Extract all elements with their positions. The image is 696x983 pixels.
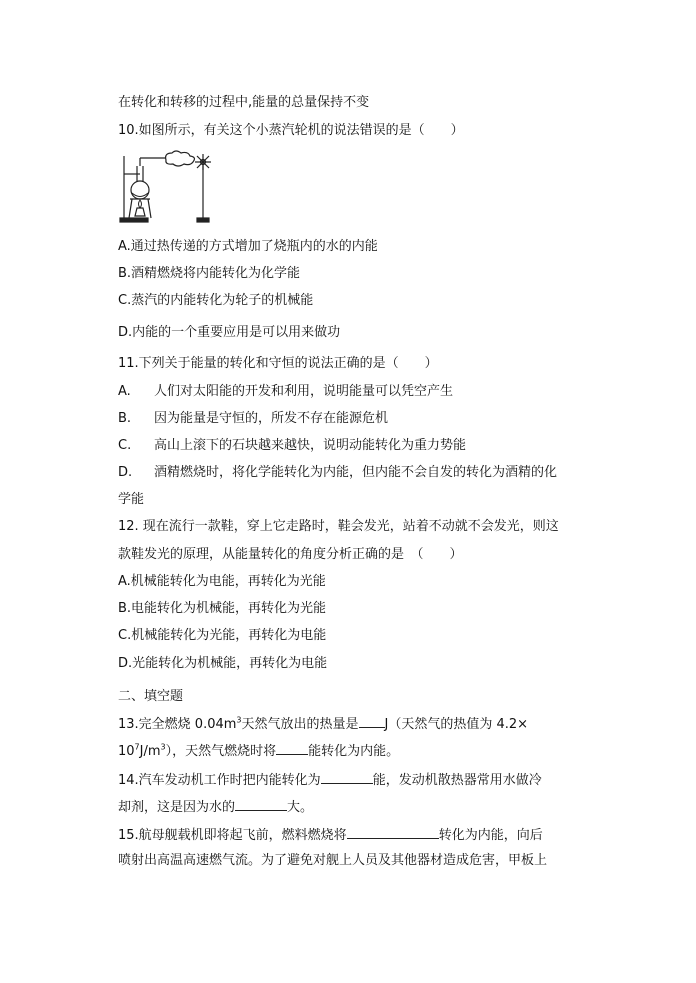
question-13-cont — [118, 742, 399, 760]
superscript: 3 — [160, 742, 166, 752]
q12-option-c: C.机械能转化为光能，再转化为电能 — [118, 628, 327, 643]
q14-text: 能，发动机散热器常用水做冷 — [372, 773, 542, 788]
q10-option-d: D.内能的一个重要应用是可以用来做功 — [118, 325, 341, 340]
q11-option-c — [118, 438, 466, 454]
q15-text: 15.航母舰载机即将起飞前，燃料燃烧将 — [118, 828, 347, 843]
q13-text: 10 — [118, 744, 135, 759]
q13-text: J（天然气的热值为 4.2× — [384, 717, 529, 732]
q14-text: 14.汽车发动机工作时把内能转化为 — [118, 773, 321, 788]
question-12-cont: 款鞋发光的原理，从能量转化的角度分析正确的是 （ ） — [118, 547, 463, 562]
steam-turbine-figure — [118, 150, 218, 226]
option-text: 酒精燃烧时，将化学能转化为内能，但内能不会自发的转化为酒精的化 — [154, 465, 558, 480]
q13-text: 能转化为内能。 — [308, 744, 400, 759]
option-label: D. — [118, 465, 133, 480]
q12-option-b: B.电能转化为机械能，再转化为光能 — [118, 601, 327, 616]
q12-option-d: D.光能转化为机械能，再转化为电能 — [118, 656, 328, 671]
q10-option-c: C.蒸汽的内能转化为轮子的机械能 — [118, 293, 314, 308]
option-text: 人们对太阳能的开发和利用，说明能量可以凭空产生 — [154, 384, 454, 399]
answer-blank[interactable] — [235, 798, 287, 811]
q10-option-a: A.通过热传递的方式增加了烧瓶内的水的内能 — [118, 239, 378, 254]
answer-blank[interactable] — [321, 771, 373, 784]
q15-text: 转化为内能，向后 — [438, 828, 543, 843]
question-15 — [118, 826, 543, 844]
continuation-line: 在转化和转移的过程中,能量的总量保持不变 — [118, 95, 370, 110]
q13-text: J/m — [139, 744, 161, 759]
q10-option-b: B.酒精燃烧将内能转化为化学能 — [118, 266, 301, 281]
q14-text: 却剂，这是因为水的 — [118, 800, 236, 815]
q13-text: 天然气放出的热量是 — [241, 717, 359, 732]
q14-text: 大。 — [287, 800, 314, 815]
question-14 — [118, 771, 542, 789]
option-label: B. — [118, 411, 132, 426]
question-15-cont: 喷射出高温高速燃气流。为了避免对舰上人员及其他器材造成危害，甲板上 — [118, 853, 548, 868]
option-label: A. — [118, 384, 131, 399]
q11-option-a — [118, 384, 453, 400]
option-text: 高山上滚下的石块越来越快，说明动能转化为重力势能 — [154, 438, 467, 453]
option-text: 因为能量是守恒的，所发不存在能源危机 — [154, 411, 389, 426]
q11-option-d-cont: 学能 — [118, 492, 145, 507]
q11-option-b — [118, 411, 388, 427]
steam-turbine-diagram — [118, 150, 218, 226]
superscript: 7 — [134, 742, 140, 752]
q13-text: ），天然气燃烧时将 — [165, 744, 277, 759]
section-heading: 二、填空题 — [118, 689, 184, 704]
answer-blank[interactable] — [347, 826, 439, 839]
question-14-cont — [118, 798, 313, 816]
superscript: 3 — [236, 715, 242, 725]
question-12: 12. 现在流行一款鞋，穿上它走路时，鞋会发光，站着不动就不会发光，则这 — [118, 519, 559, 534]
answer-blank[interactable] — [276, 742, 308, 755]
question-13 — [118, 715, 528, 733]
answer-blank[interactable] — [359, 715, 385, 728]
option-label: C. — [118, 438, 132, 453]
q12-option-a: A.机械能转化为电能，再转化为光能 — [118, 574, 326, 589]
question-11: 11.下列关于能量的转化和守恒的说法正确的是（ ） — [118, 356, 438, 371]
q11-option-d — [118, 465, 557, 481]
q13-text: 13.完全燃烧 0.04m — [118, 717, 237, 732]
question-10: 10.如图所示，有关这个小蒸汽轮机的说法错误的是（ ） — [118, 123, 464, 138]
